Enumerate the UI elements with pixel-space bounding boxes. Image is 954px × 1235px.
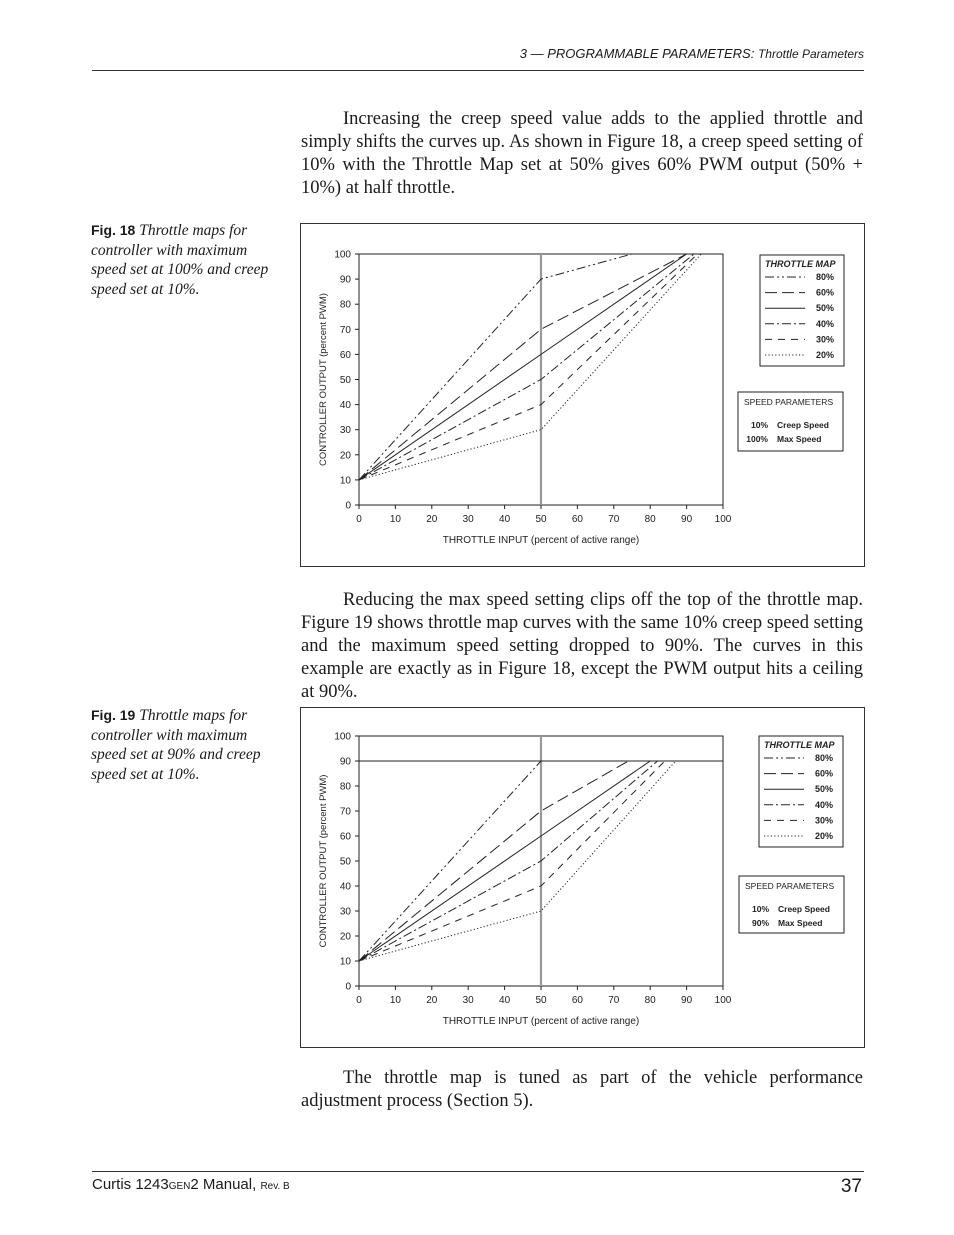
series-line-60pct bbox=[359, 761, 628, 961]
x-tick-label: 20 bbox=[426, 995, 438, 1006]
x-tick-label: 40 bbox=[499, 995, 511, 1006]
x-axis-title: THROTTLE INPUT (percent of active range) bbox=[442, 1016, 640, 1027]
paragraph-max-speed: Reducing the max speed setting clips off the top of the throttle map. Figure 19 shows throttle map curves with the same 10% creep speed setting and the maximum speed setting dropped to 90%. The curves in this example are exactly as in Figure 18, except the PWM output hits a ceiling at 90%. bbox=[301, 590, 863, 702]
x-tick-label: 80 bbox=[644, 995, 656, 1006]
x-tick-label: 0 bbox=[356, 514, 362, 525]
speed-parameter-value: 10% bbox=[751, 904, 769, 914]
speed-parameter-label: Max Speed bbox=[777, 434, 822, 444]
series-line-20pct bbox=[359, 254, 701, 480]
y-tick-label: 80 bbox=[339, 781, 351, 793]
figure-19-label: Fig. 19 bbox=[91, 707, 136, 723]
legend-title: THROTTLE MAP bbox=[764, 740, 835, 750]
legend-label: 60% bbox=[815, 768, 834, 779]
footer-revision: Rev. B bbox=[260, 1181, 290, 1192]
figure-19-caption-text: Throttle maps for controller with maximum speed set at 90% and creep speed set at 10%. bbox=[91, 707, 261, 783]
legend-label: 80% bbox=[815, 753, 834, 763]
footer-manual-suffix: 2 Manual, bbox=[190, 1176, 257, 1193]
legend-label: 30% bbox=[816, 334, 835, 345]
x-axis-title: THROTTLE INPUT (percent of active range) bbox=[442, 535, 640, 546]
y-axis-title: CONTROLLER OUTPUT (percent PWM) bbox=[318, 293, 329, 466]
y-tick-label: 100 bbox=[334, 731, 351, 743]
series-line-30pct bbox=[359, 761, 665, 961]
figure-18-label: Fig. 18 bbox=[91, 222, 136, 238]
x-tick-label: 40 bbox=[499, 514, 511, 525]
y-tick-label: 100 bbox=[334, 249, 351, 261]
x-tick-label: 50 bbox=[535, 995, 547, 1006]
x-tick-label: 20 bbox=[426, 514, 438, 525]
x-tick-label: 60 bbox=[571, 514, 583, 525]
x-tick-label: 50 bbox=[535, 514, 547, 525]
speed-parameter-label: Creep Speed bbox=[778, 904, 830, 914]
figure-19-chart bbox=[301, 708, 864, 1047]
x-tick-label: 100 bbox=[714, 514, 732, 525]
y-tick-label: 60 bbox=[339, 831, 351, 843]
series-line-50pct bbox=[359, 254, 687, 480]
legend-label: 20% bbox=[815, 831, 834, 841]
legend-label: 50% bbox=[815, 784, 834, 795]
figure-19-caption bbox=[91, 706, 281, 784]
x-tick-label: 30 bbox=[462, 514, 474, 525]
y-tick-label: 10 bbox=[339, 475, 351, 487]
x-tick-label: 30 bbox=[462, 995, 474, 1006]
footer-rule bbox=[92, 1171, 864, 1172]
footer-manual-gen: GEN bbox=[168, 1181, 191, 1192]
y-tick-label: 90 bbox=[339, 756, 351, 768]
x-tick-label: 70 bbox=[608, 514, 620, 525]
speed-parameter-value: 10% bbox=[750, 420, 768, 430]
y-tick-label: 10 bbox=[339, 956, 351, 968]
x-tick-label: 80 bbox=[644, 514, 656, 525]
figure-18-caption-text: Throttle maps for controller with maximum speed set at 100% and creep speed set at 10%. bbox=[91, 222, 269, 298]
speed-parameter-label: Max Speed bbox=[778, 918, 823, 928]
x-tick-label: 70 bbox=[608, 995, 620, 1006]
speed-parameter-value: 90% bbox=[751, 918, 769, 928]
series-line-30pct bbox=[359, 254, 698, 480]
x-tick-label: 60 bbox=[571, 995, 583, 1006]
series-line-20pct bbox=[359, 761, 676, 961]
footer-manual-title bbox=[92, 1176, 290, 1193]
footer-manual-prefix: Curtis 1243 bbox=[92, 1176, 169, 1193]
y-tick-label: 60 bbox=[339, 349, 351, 361]
figure-18-caption bbox=[91, 221, 281, 299]
y-tick-label: 0 bbox=[345, 981, 351, 993]
y-tick-label: 70 bbox=[339, 324, 351, 336]
y-tick-label: 50 bbox=[339, 856, 351, 868]
y-tick-label: 30 bbox=[339, 906, 351, 918]
y-tick-label: 80 bbox=[339, 299, 351, 311]
series-line-80pct bbox=[359, 761, 541, 961]
header-section: 3 — PROGRAMMABLE PARAMETERS: bbox=[519, 46, 755, 61]
legend-label: 80% bbox=[816, 272, 835, 282]
y-tick-label: 40 bbox=[339, 400, 351, 412]
page-number: 37 bbox=[840, 1176, 862, 1197]
legend-label: 40% bbox=[815, 799, 834, 810]
x-tick-label: 10 bbox=[389, 995, 401, 1006]
y-tick-label: 70 bbox=[339, 806, 351, 818]
speed-parameter-value: 100% bbox=[746, 434, 768, 444]
figure-18 bbox=[300, 223, 865, 567]
legend-label: 60% bbox=[816, 287, 835, 298]
y-tick-label: 50 bbox=[339, 375, 351, 386]
figure-19 bbox=[300, 707, 865, 1048]
legend-label: 30% bbox=[815, 815, 834, 826]
y-axis-title: CONTROLLER OUTPUT (percent PWM) bbox=[318, 774, 329, 948]
x-tick-label: 0 bbox=[356, 995, 362, 1006]
series-line-40pct bbox=[359, 254, 694, 480]
legend-label: 40% bbox=[816, 318, 835, 329]
running-header bbox=[0, 46, 864, 61]
x-tick-label: 10 bbox=[389, 514, 401, 525]
speed-parameter-label: Creep Speed bbox=[777, 420, 829, 430]
series-line-50pct bbox=[359, 761, 650, 961]
paragraph-creep-speed: Increasing the creep speed value adds to the applied throttle and simply shifts the curves up. As shown in Figure 18, a creep speed setting of 10% with the Throttle Map set at 50% gives 60% PWM output (50% + 10%) at half throttle. bbox=[301, 109, 863, 198]
y-tick-label: 0 bbox=[345, 500, 351, 512]
x-tick-label: 90 bbox=[681, 514, 693, 525]
speed-parameters-title: SPEED PARAMETERS bbox=[745, 881, 835, 891]
header-subsection: Throttle Parameters bbox=[757, 47, 864, 61]
x-tick-label: 100 bbox=[714, 995, 732, 1006]
y-tick-label: 20 bbox=[339, 450, 351, 462]
legend-label: 50% bbox=[816, 303, 835, 314]
y-tick-label: 90 bbox=[339, 274, 351, 286]
x-tick-label: 90 bbox=[681, 995, 693, 1006]
y-tick-label: 20 bbox=[339, 931, 351, 943]
legend-label: 20% bbox=[816, 350, 835, 360]
header-rule bbox=[92, 70, 864, 71]
y-tick-label: 30 bbox=[339, 425, 351, 437]
speed-parameters-title: SPEED PARAMETERS bbox=[744, 397, 834, 407]
legend-title: THROTTLE MAP bbox=[765, 259, 836, 269]
y-tick-label: 40 bbox=[339, 881, 351, 893]
figure-18-chart bbox=[301, 224, 864, 566]
series-line-40pct bbox=[359, 761, 658, 961]
paragraph-tuning: The throttle map is tuned as part of the vehicle performance adjustment process (Section 5). bbox=[301, 1068, 863, 1111]
